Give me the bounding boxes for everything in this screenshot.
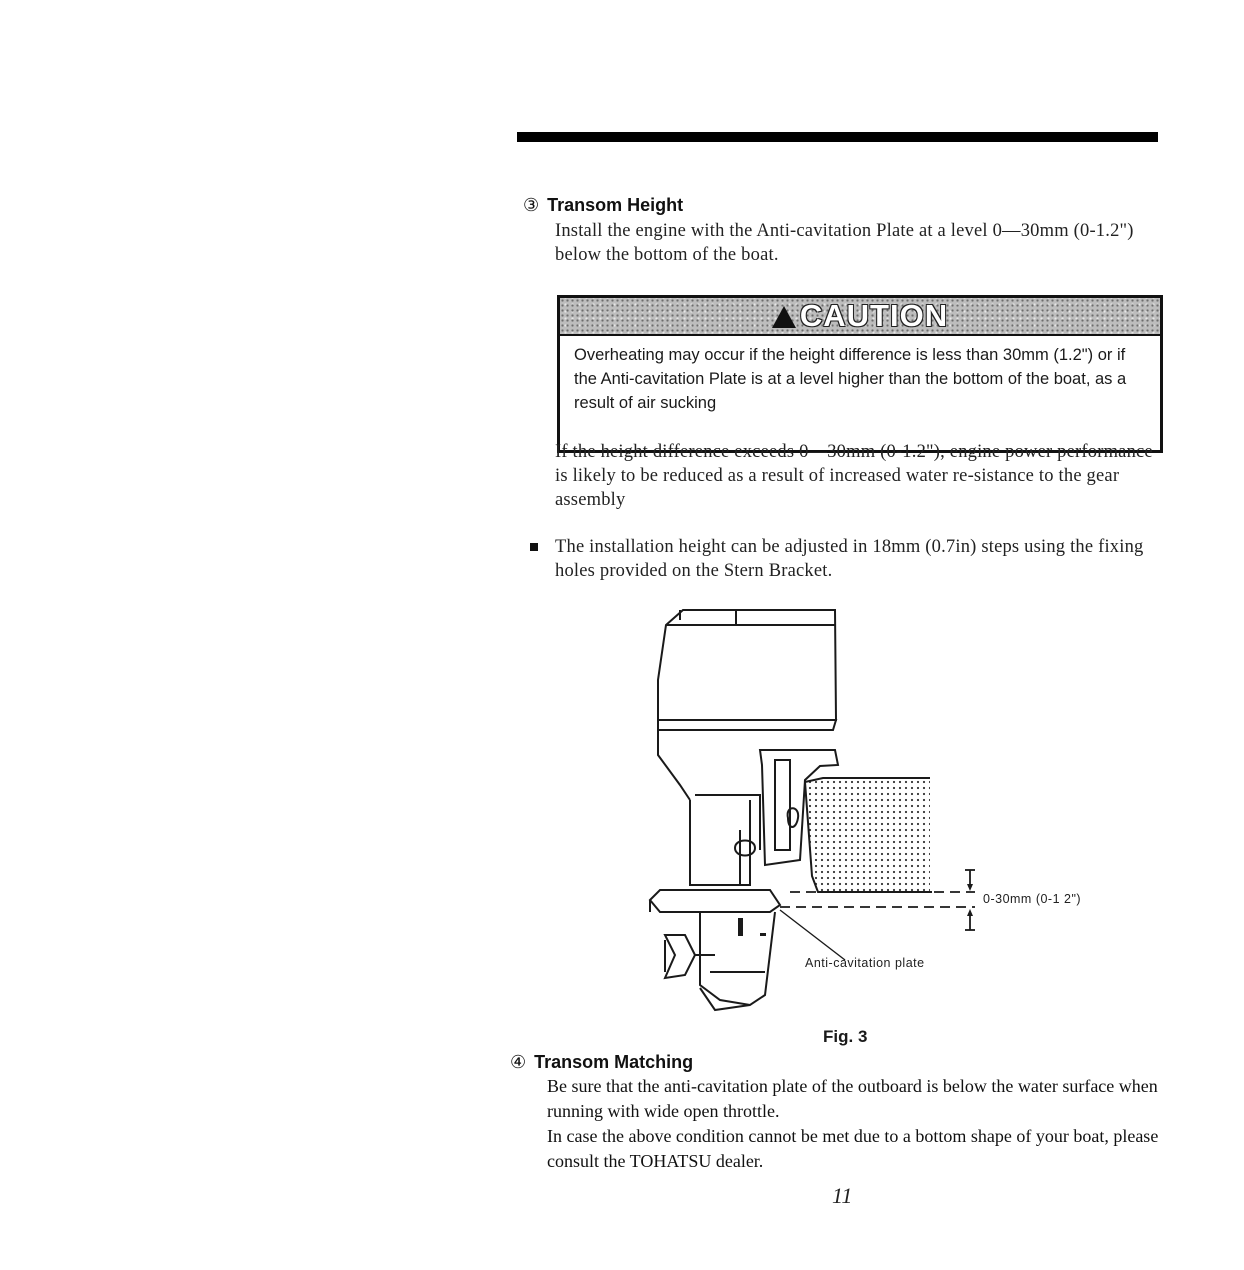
figure-caption: Fig. 3 (823, 1027, 868, 1046)
section-4-text (547, 1074, 1162, 1174)
page-number: 11 (832, 1183, 853, 1208)
caution-banner (560, 298, 1160, 336)
section-4-number: ④ (510, 1052, 527, 1072)
section-4-line-1: Be sure that the anti-cavitation plate of the outboard is below the water surface when running with wide open throttle. (547, 1076, 1158, 1121)
bullet-item (530, 535, 1170, 583)
section-3-text: Install the engine with the Anti-cavitation Plate at a level 0—30mm (0-1.2") below the bottom of the boat. (555, 221, 1134, 265)
section-3-number: ③ (523, 195, 540, 215)
caution-text: Overheating may occur if the height difference is less than 30mm (1.2") or if the Anti-cavitation Plate is at a level higher than the bottom of the boat, as a result of air sucking (574, 346, 1127, 412)
warning-icon (772, 306, 796, 328)
section-3-heading (523, 195, 683, 216)
bullet-text: The installation height can be adjusted in 18mm (0.7in) steps using the fixing holes provided on the Stern Bracket. (555, 537, 1144, 581)
bullet-square-icon (530, 543, 538, 551)
section-4-heading (510, 1052, 693, 1073)
caution-box (557, 295, 1163, 453)
height-range-label: 0-30mm (0-1 2") (983, 892, 1082, 906)
section-4-title: Transom Matching (534, 1052, 694, 1072)
section-3-title: Transom Height (547, 195, 684, 215)
anti-cavitation-plate-label: Anti-cavitation plate (805, 956, 925, 970)
exceed-paragraph: If the height difference exceeds 0—30mm (0-1.2"), engine power performance is likely to be reduced as a result of increased water re-sistance to the gear assembly (555, 442, 1153, 510)
header-rule (517, 132, 1158, 142)
caution-label: CAUTION (799, 298, 949, 333)
section-4-line-2: In case the above condition cannot be met due to a bottom shape of your boat, please consult the TOHATSU dealer. (547, 1126, 1159, 1171)
